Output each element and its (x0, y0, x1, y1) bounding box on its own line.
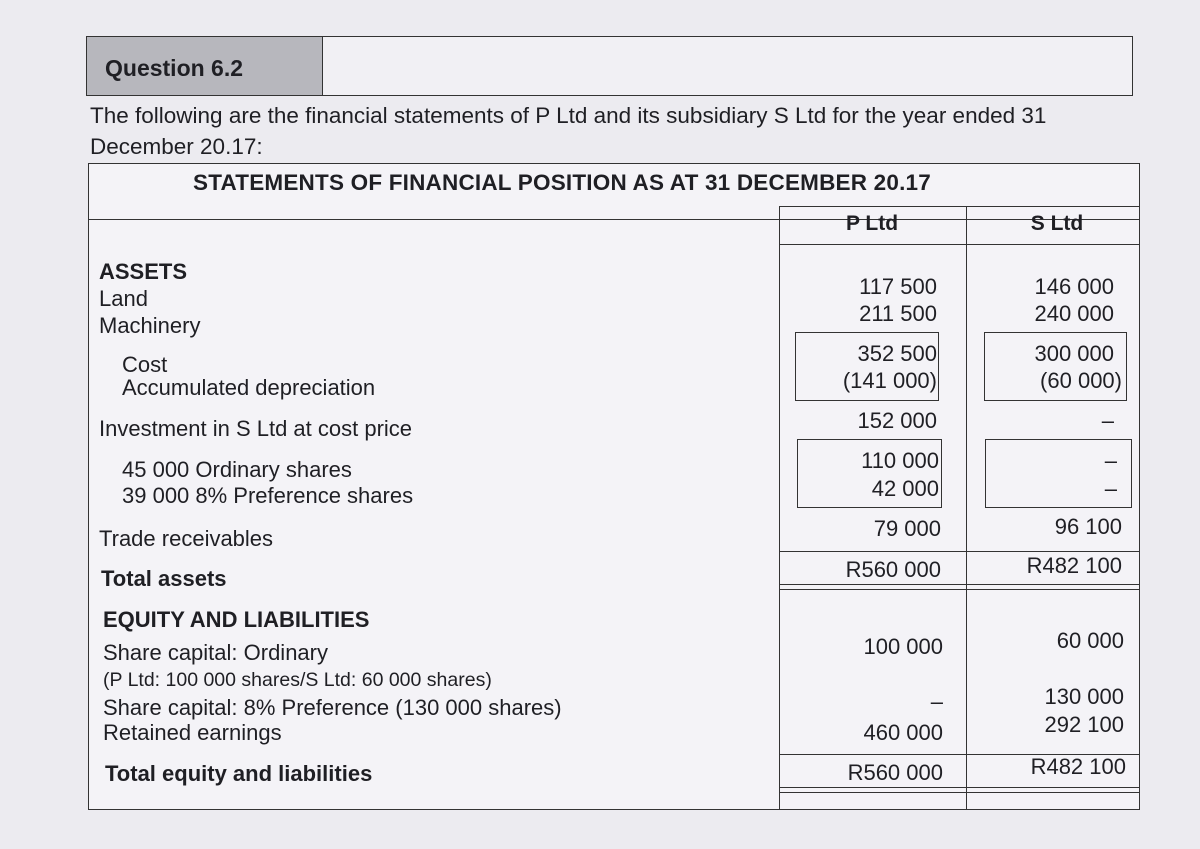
question-header (86, 36, 1133, 96)
row-label-machinery: Machinery (99, 313, 201, 338)
p-total-equity-value: R560 000 (847, 760, 943, 785)
row-label-investment: Investment in S Ltd at cost price (99, 416, 413, 441)
s-retained-earnings-value: 292 100 (1044, 712, 1124, 737)
assets-heading: ASSETS (99, 259, 188, 284)
p-acc-dep-value: (141 000) (842, 368, 937, 393)
s-land-value: 146 000 (1034, 274, 1114, 299)
column-header-s-ltd: S Ltd (1030, 212, 1084, 235)
p-cost-value: 352 500 (857, 341, 937, 366)
total-equity-double-rule (779, 792, 1139, 793)
column-header-bottom-line (779, 244, 1139, 245)
row-label-accumulated-depreciation: Accumulated depreciation (122, 375, 376, 400)
row-label-total-equity-liabilities: Total equity and liabilities (105, 761, 373, 786)
row-label-cost: Cost (122, 352, 168, 377)
p-investment-value: 152 000 (857, 408, 937, 433)
p-machinery-value: 211 500 (859, 301, 937, 326)
p-ordinary-shares-value: 110 000 (861, 448, 939, 473)
p-retained-earnings-value: 460 000 (863, 720, 943, 745)
s-machinery-value: 240 000 (1034, 301, 1114, 326)
s-share-preference-value: 130 000 (1044, 684, 1124, 709)
row-label-ordinary-shares: 45 000 Ordinary shares (122, 457, 352, 482)
row-label-share-capital-preference: Share capital: 8% Preference (130 000 shares) (103, 695, 562, 720)
s-total-assets-value: R482 100 (1026, 553, 1122, 578)
financial-statement-table (88, 163, 1140, 810)
total-assets-bottom-rule (779, 584, 1139, 585)
row-label-share-capital-ordinary: Share capital: Ordinary (103, 640, 328, 665)
column-header-p-ltd: P Ltd (845, 212, 899, 235)
total-equity-top-rule (779, 754, 1139, 755)
s-cost-value: 300 000 (1034, 341, 1114, 366)
row-label-trade-receivables: Trade receivables (99, 526, 274, 551)
row-label-total-assets: Total assets (101, 566, 227, 591)
s-receivables-value: 96 100 (1054, 514, 1122, 539)
row-label-land: Land (99, 286, 148, 311)
row-label-retained-earnings: Retained earnings (103, 720, 282, 745)
p-total-assets-value: R560 000 (845, 557, 941, 582)
total-equity-bottom-rule (779, 787, 1139, 788)
s-share-ordinary-value: 60 000 (1056, 628, 1124, 653)
column-divider-p (779, 206, 780, 809)
s-ordinary-shares-value: – (1104, 448, 1117, 473)
row-label-preference-shares: 39 000 8% Preference shares (122, 483, 414, 508)
column-header-top-line (779, 206, 1139, 207)
question-label: Question 6.2 (87, 37, 323, 95)
s-preference-shares-value: – (1104, 476, 1117, 501)
total-assets-top-rule (779, 551, 1139, 552)
row-label-share-capital-note: (P Ltd: 100 000 shares/S Ltd: 60 000 shares) (103, 669, 492, 691)
total-assets-double-rule (779, 589, 1139, 590)
p-share-preference-value: – (930, 689, 943, 714)
intro-text: The following are the financial statements of P Ltd and its subsidiary S Ltd for the year ended 31 December 20.17: (90, 103, 1047, 159)
p-share-ordinary-value: 100 000 (863, 634, 943, 659)
s-acc-dep-value: (60 000) (1040, 368, 1122, 393)
s-total-equity-value: R482 100 (1030, 754, 1126, 779)
p-land-value: 117 500 (859, 274, 937, 299)
column-divider-s (966, 206, 967, 809)
equity-liabilities-heading: EQUITY AND LIABILITIES (103, 607, 370, 632)
table-title: STATEMENTS OF FINANCIAL POSITION AS AT 31 DECEMBER 20.17 (193, 170, 931, 195)
s-investment-value: – (1101, 408, 1114, 433)
p-receivables-value: 79 000 (873, 516, 941, 541)
p-preference-shares-value: 42 000 (871, 476, 939, 501)
